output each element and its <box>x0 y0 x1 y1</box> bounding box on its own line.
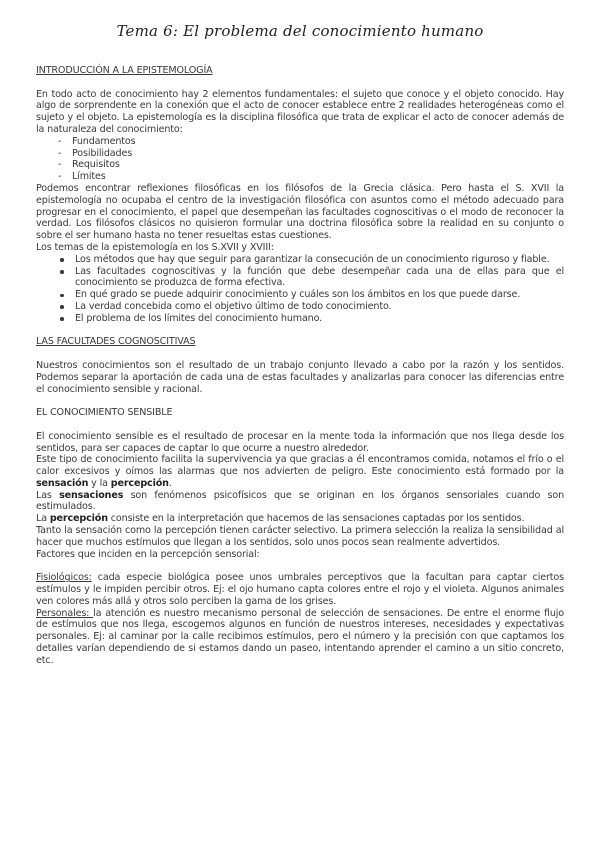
paragraph <box>36 454 564 489</box>
text: Este tipo de conocimiento facilita la supervivencia ya que gracias a él encontramos comida, notamos el frío o el calor excesivos y oímos las alarmas que nos advierten de peligro. Este conocimiento está formado por la <box>36 454 564 478</box>
bold-term: sensación <box>36 477 89 489</box>
list-item: En qué grado se puede adquirir conocimiento y cuáles son los ámbitos en los que puede darse. <box>36 289 564 301</box>
paragraph: Podemos encontrar reflexiones filosóficas en los filósofos de la Grecia clásica. Pero hasta el S. XVII la epistemología no ocupaba el centro de la investigación filosófica con asuntos como el método adecuado para progresar en el conocimiento, el papel que desempeñan las facultades cognoscitivas o el modo de reconocer la verdad. Los filósofos clásicos no quisieron formular una doctrina filosófica sobre la realidad en su conjunto o sobre el ser humano hasta no tener resueltas estas cuestiones. <box>36 182 564 242</box>
underlined-term: Personales: <box>36 607 94 619</box>
list-item: - Fundamentos <box>36 136 564 148</box>
underlined-term: Fisiológicos: <box>36 572 92 584</box>
section-heading-epistemologia: INTRODUCCIÓN A LA EPISTEMOLOGÍA <box>36 65 213 76</box>
paragraph <box>36 490 564 514</box>
text: Las <box>36 489 60 501</box>
list-item: - Límites <box>36 171 564 183</box>
bullet-list <box>36 254 564 325</box>
text: la atención es nuestro mecanismo personal de selección de sensaciones. De entre el enorme flujo de estímulos que nos llega, escogemos algunos en función de nuestros intereses, necesidades y expectativas personales. Ej: al caminar por la calle recibimos estímulos, pero el número y la precisión con que captamos los detalles varían dependiendo de si estamos dando un paseo, intentando aprender el camino a un sitio concreto, etc. <box>36 607 564 666</box>
paragraph: El conocimiento sensible es el resultado de procesar en la mente toda la información que nos llega desde los sentidos, para ser capaces de captar lo que ocurre a nuestro alrededor. <box>36 430 564 454</box>
text: consiste en la interpretación que hacemos de las sensaciones captadas por los sentidos. <box>107 513 525 525</box>
list-item: - Requisitos <box>36 159 564 171</box>
list-item: Los métodos que hay que seguir para garantizar la consecución de un conocimiento riguroso y fiable. <box>36 254 564 266</box>
paragraph: Nuestros conocimientos son el resultado de un trabajo conjunto llevado a cabo por la razón y los sentidos. Podemos separar la aportación de cada una de estas facultades y analizarlas para conocer las diferencias entre el conocimiento sensible y racional. <box>36 359 564 395</box>
paragraph <box>36 608 564 667</box>
list-item: La verdad concebida como el objetivo último de todo conocimiento. <box>36 301 564 313</box>
bold-term: percepción <box>49 513 108 525</box>
document-body <box>36 65 564 667</box>
text: son fenómenos psicofísicos que se originan en los órganos sensoriales cuando son estimulados. <box>36 489 565 513</box>
subsection-heading-sensible: EL CONOCIMIENTO SENSIBLE <box>36 407 173 419</box>
paragraph <box>36 572 564 607</box>
paragraph <box>36 513 564 525</box>
dash-list <box>36 136 564 183</box>
text: . <box>168 477 172 489</box>
paragraph: En todo acto de conocimiento hay 2 elementos fundamentales: el sujeto que conoce y el objeto conocido. Hay algo de sorprendente en la conexión que el acto de conocer establece entre 2 realidades heterogéneas como el sujeto y el objeto. La epistemología es la disciplina filosófica que trata de explicar el acto de conocer además de la naturaleza del conocimiento: <box>36 88 564 135</box>
text: La <box>36 513 50 525</box>
text: cada especie biológica posee unos umbrales perceptivos que la facultan para captar ciertos estímulos y le impiden percibir otros. Ej: el ojo humano capta colores entre el rojo y el violeta. Algunos animales ven colores más allá y otros solo perciben la gama de los grises. <box>36 572 564 607</box>
text: y la <box>88 477 111 489</box>
bold-term: percepción <box>110 477 169 489</box>
list-item: Las facultades cognoscitivas y la función que debe desempeñar cada una de ellas para que el conocimiento se produzca de forma efectiva. <box>36 266 564 290</box>
list-item: - Posibilidades <box>36 148 564 160</box>
list-item: El problema de los límites del conocimiento humano. <box>36 313 564 325</box>
paragraph: Tanto la sensación como la percepción tienen carácter selectivo. La primera selección la realiza la sensibilidad al hacer que muchos estímulos que llegan a los sentidos, solo unos pocos sean realmente advertidos. <box>36 525 564 548</box>
document-title: Tema 6: El problema del conocimiento humano <box>116 22 484 40</box>
paragraph: Los temas de la epistemología en los S.XVII y XVIII: <box>36 241 274 253</box>
bold-term: sensaciones <box>59 489 124 501</box>
section-heading-facultades: LAS FACULTADES COGNOSCITIVAS <box>36 336 196 348</box>
paragraph: Factores que inciden en la percepción sensorial: <box>36 548 260 560</box>
